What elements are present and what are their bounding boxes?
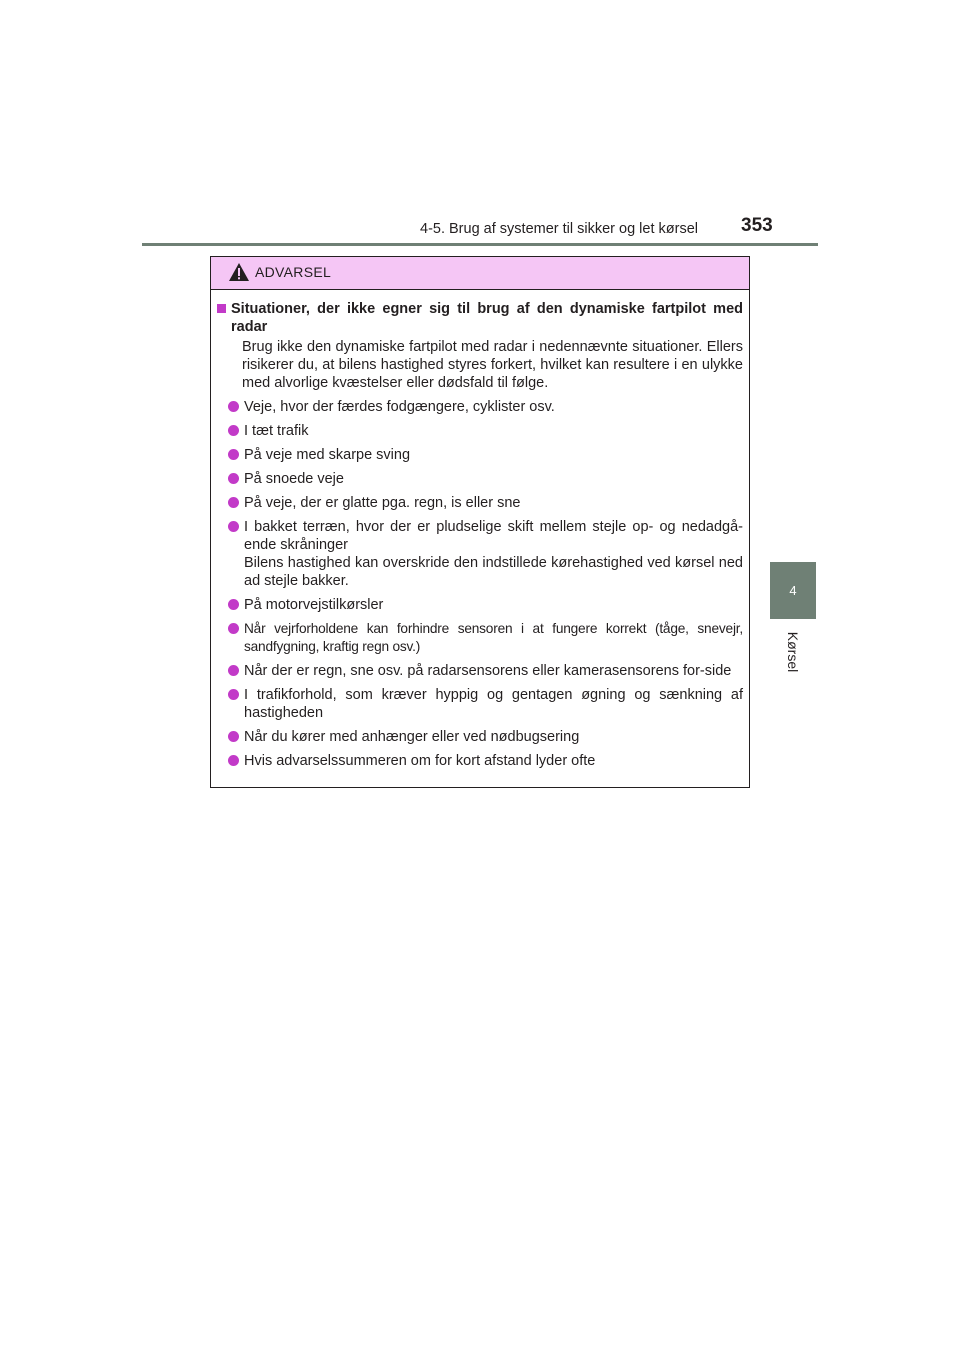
page-number: 353: [741, 215, 773, 236]
list-item: På motorvejstilkørsler: [217, 596, 743, 614]
list-item-text: Når vejrforholdene kan forhindre sensoren i at fungere korrekt (tåge, snevejr, sandfygning, kraftig regn osv.): [244, 621, 743, 654]
warning-body: [211, 290, 749, 770]
list-item-text: I bakket terræn, hvor der er pludselige skift mellem stejle op- og nedadgå-ende skråninger: [244, 519, 743, 553]
list-item: [217, 620, 743, 656]
bullet-icon: [228, 449, 239, 460]
section-title: 4-5. Brug af systemer til sikker og let kørsel: [420, 221, 698, 237]
warning-triangle-icon: [228, 262, 250, 282]
list-item-note: Bilens hastighed kan overskride den indstillede kørehastighed ved kørsel ned ad stejle bakker.: [244, 555, 743, 589]
list-item: På snoede veje: [217, 470, 743, 488]
list-item: Når du kører med anhænger eller ved nødbugsering: [217, 728, 743, 746]
list-item: [217, 518, 743, 590]
warning-header: [211, 257, 749, 290]
bullet-icon: [228, 497, 239, 508]
bullet-icon: [228, 755, 239, 766]
bullet-icon: [228, 521, 239, 532]
bullet-icon: [228, 473, 239, 484]
bullet-icon: [228, 425, 239, 436]
bullet-icon: [228, 623, 239, 634]
header-divider: [142, 243, 818, 246]
situation-list: [217, 398, 743, 770]
list-item: Hvis advarselssummeren om for kort afstand lyder ofte: [217, 752, 743, 770]
warning-heading-text: Situationer, der ikke egner sig til brug af den dynamiske fartpilot med radar: [231, 301, 743, 335]
chapter-label: Kørsel: [785, 631, 801, 673]
bullet-icon: [228, 665, 239, 676]
warning-label: ADVARSEL: [255, 264, 332, 280]
chapter-tab: [770, 562, 816, 619]
chapter-number: 4: [789, 583, 797, 598]
warning-box: [210, 256, 750, 788]
list-item: På veje med skarpe sving: [217, 446, 743, 464]
list-item: Når der er regn, sne osv. på radarsensorens eller kamerasensorens for-side: [217, 662, 743, 680]
list-item: I tæt trafik: [217, 422, 743, 440]
square-bullet-icon: [217, 304, 226, 313]
list-item: På veje, der er glatte pga. regn, is eller sne: [217, 494, 743, 512]
bullet-icon: [228, 401, 239, 412]
bullet-icon: [228, 599, 239, 610]
warning-heading: [217, 300, 743, 336]
warning-intro: Brug ikke den dynamiske fartpilot med radar i nedennævnte situationer. Ellers risikerer du, at bilens hastighed styres forkert, hvilket kan resultere i en ulykke med alvorlige kvæstelser eller dødsfald til følge.: [242, 339, 743, 391]
list-item: I trafikforhold, som kræver hyppig og gentagen øgning og sænkning af hastigheden: [217, 686, 743, 722]
bullet-icon: [228, 689, 239, 700]
bullet-icon: [228, 731, 239, 742]
list-item: Veje, hvor der færdes fodgængere, cyklister osv.: [217, 398, 743, 416]
